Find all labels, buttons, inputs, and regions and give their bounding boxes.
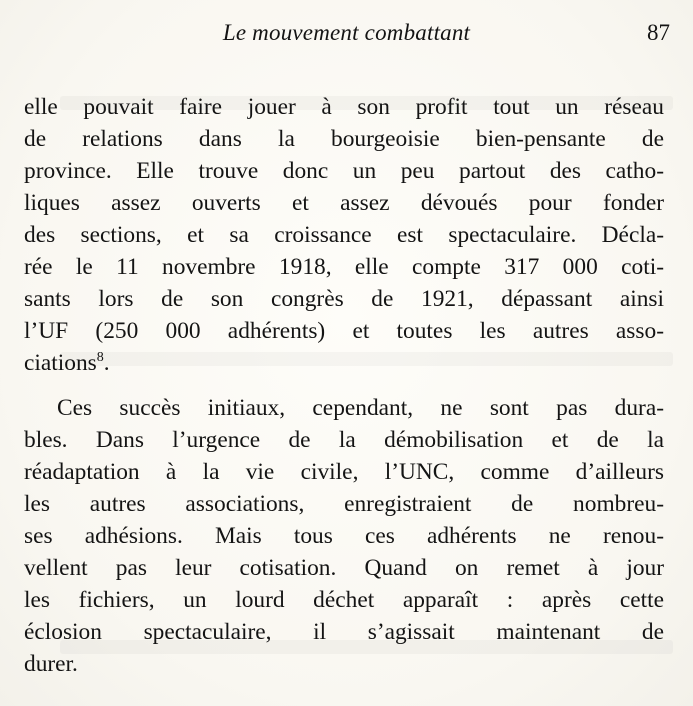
text-line-last: durer. bbox=[24, 651, 78, 677]
text-line: sants lors de son congrès de 1921, dépassant ainsi bbox=[24, 286, 664, 312]
text-line: elle pouvait faire jouer à son profit tout un réseau bbox=[24, 94, 664, 120]
page-header bbox=[0, 20, 693, 50]
paragraph-2 bbox=[24, 392, 664, 680]
text-line: bles. Dans l’urgence de la démobilisation et de la bbox=[24, 427, 664, 453]
paragraph-1 bbox=[24, 91, 664, 379]
text-line: des sections, et sa croissance est spectaculaire. Décla- bbox=[24, 222, 664, 248]
page-number: 87 bbox=[647, 20, 670, 45]
text-line: les fichiers, un lourd déchet apparaît : après cette bbox=[24, 587, 664, 613]
running-title: Le mouvement combattant bbox=[222, 20, 471, 45]
text-line: liques assez ouverts et assez dévoués pour fonder bbox=[24, 190, 664, 216]
text-line-last bbox=[24, 347, 664, 379]
text-line: ses adhésions. Mais tous ces adhérents ne renou- bbox=[24, 523, 664, 549]
text-line: réadaptation à la vie civile, l’UNC, comme d’ailleurs bbox=[24, 459, 664, 485]
text-line: rée le 11 novembre 1918, elle compte 317 000 coti- bbox=[24, 254, 664, 280]
text-line: les autres associations, enregistraient de nombreu- bbox=[24, 491, 664, 517]
text-line: éclosion spectaculaire, il s’agissait maintenant de bbox=[24, 619, 664, 645]
text-line: Ces succès initiaux, cependant, ne sont pas dura- bbox=[57, 395, 664, 421]
text-line: de relations dans la bourgeoisie bien-pensante de bbox=[24, 126, 664, 152]
text-line: vellent pas leur cotisation. Quand on remet à jour bbox=[24, 555, 664, 581]
footnote-reference[interactable]: 8 bbox=[96, 350, 104, 366]
text-line: l’UF (250 000 adhérents) et toutes les autres asso- bbox=[24, 318, 664, 344]
text-line: province. Elle trouve donc un peu partout des catho- bbox=[24, 158, 664, 184]
text-fragment: . bbox=[103, 350, 110, 376]
text-fragment: ciations bbox=[24, 350, 97, 376]
